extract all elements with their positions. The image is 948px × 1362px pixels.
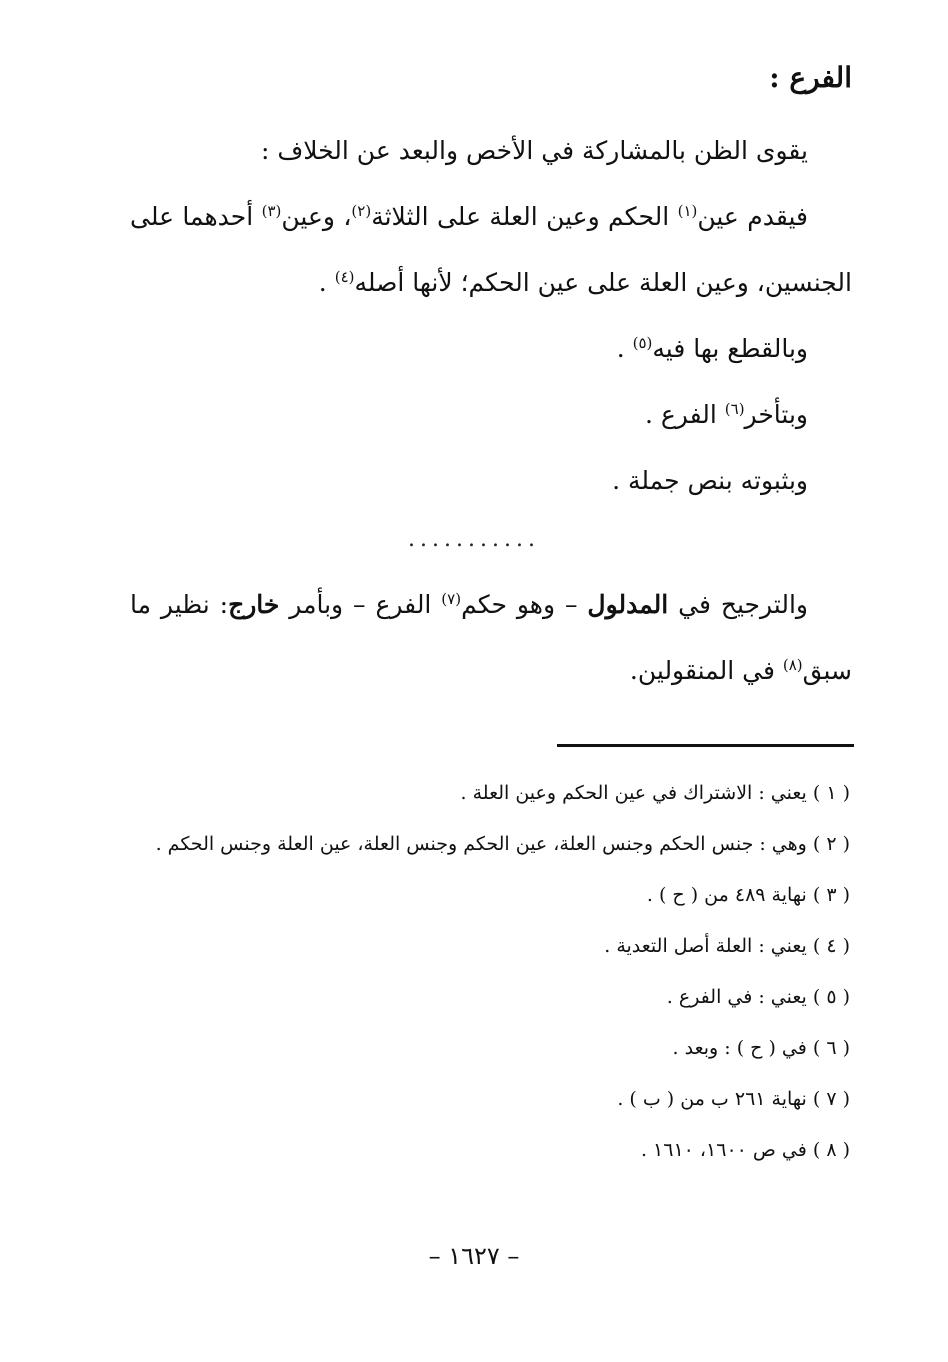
text-run: الجنسين، وعين العلة على عين الحكم؛ لأنها أصله bbox=[354, 268, 852, 297]
footnote-ref-5[interactable]: (٥) bbox=[632, 334, 653, 352]
footnote-3: ( ٣ ) نهاية ٤٨٩ من ( ح ) . bbox=[646, 884, 850, 906]
footnote-1: ( ١ ) يعني : الاشتراك في عين الحكم وعين العلة . bbox=[460, 782, 850, 804]
text-run: وبالقطع بها فيه bbox=[652, 334, 808, 363]
footnote-7: ( ٧ ) نهاية ٢٦١ ب من ( ب ) . bbox=[617, 1088, 850, 1110]
section-separator: ........... bbox=[408, 527, 540, 552]
footnote-ref-8[interactable]: (٨) bbox=[782, 656, 803, 674]
text-run: . bbox=[616, 334, 633, 363]
text-run: والترجيح في bbox=[668, 590, 808, 619]
paragraph-3 bbox=[130, 316, 852, 382]
footnote-2: ( ٢ ) وهي : جنس الحكم وجنس العلة، عين الحكم وجنس العلة، عين العلة وجنس الحكم . bbox=[155, 833, 850, 855]
footnote-8: ( ٨ ) في ص ١٦٠٠، ١٦١٠ . bbox=[640, 1139, 850, 1161]
footnote-ref-4[interactable]: (٤) bbox=[334, 268, 355, 286]
text-run: سبق bbox=[802, 656, 852, 685]
text-run: وبتأخر bbox=[744, 400, 808, 429]
text-run: – وهو حكم bbox=[461, 590, 588, 619]
footnote-ref-1[interactable]: (١) bbox=[677, 202, 698, 220]
paragraph-6-line-2 bbox=[130, 638, 852, 704]
page-number: – ١٦٢٧ – bbox=[428, 1242, 520, 1270]
footnote-5: ( ٥ ) يعني : في الفرع . bbox=[666, 986, 850, 1008]
paragraph-2-line-2 bbox=[130, 250, 852, 316]
paragraph-1: يقوى الظن بالمشاركة في الأخص والبعد عن الخلاف : bbox=[260, 136, 808, 165]
section-heading: الفرع : bbox=[769, 61, 852, 94]
paragraph-4 bbox=[130, 382, 852, 448]
text-run: فيقدم عين bbox=[697, 202, 808, 231]
footnote-4: ( ٤ ) يعني : العلة أصل التعدية . bbox=[604, 935, 850, 957]
footnote-ref-7[interactable]: (٧) bbox=[441, 590, 462, 608]
main-text-2 bbox=[130, 572, 852, 704]
text-run: ، وعين bbox=[281, 202, 352, 231]
paragraph-2-line-1 bbox=[130, 184, 852, 250]
text-run: : نظير ما bbox=[130, 590, 229, 619]
bold-term-kharij: خارج bbox=[228, 590, 280, 619]
main-text bbox=[130, 118, 852, 514]
text-run: . bbox=[318, 268, 335, 297]
footnote-ref-6[interactable]: (٦) bbox=[724, 400, 745, 418]
footnote-divider bbox=[557, 744, 854, 747]
footnote-ref-2[interactable]: (٢) bbox=[351, 202, 372, 220]
text-run: أحدهما على bbox=[130, 202, 262, 231]
footnote-6: ( ٦ ) في ( ح ) : وبعد . bbox=[672, 1037, 850, 1059]
text-run: الحكم وعين العلة على الثلاثة bbox=[371, 202, 678, 231]
text-run: الفرع . bbox=[645, 400, 725, 429]
footnote-ref-3[interactable]: (٣) bbox=[261, 202, 282, 220]
bold-term-madlul: المدلول bbox=[587, 590, 669, 619]
text-run: الفرع – وبأمر bbox=[279, 590, 442, 619]
paragraph-5: وبثبوته بنص جملة . bbox=[612, 466, 808, 495]
text-run: في المنقولين. bbox=[629, 656, 783, 685]
footnotes-list bbox=[130, 768, 850, 1176]
paragraph-6-line-1 bbox=[130, 572, 852, 638]
